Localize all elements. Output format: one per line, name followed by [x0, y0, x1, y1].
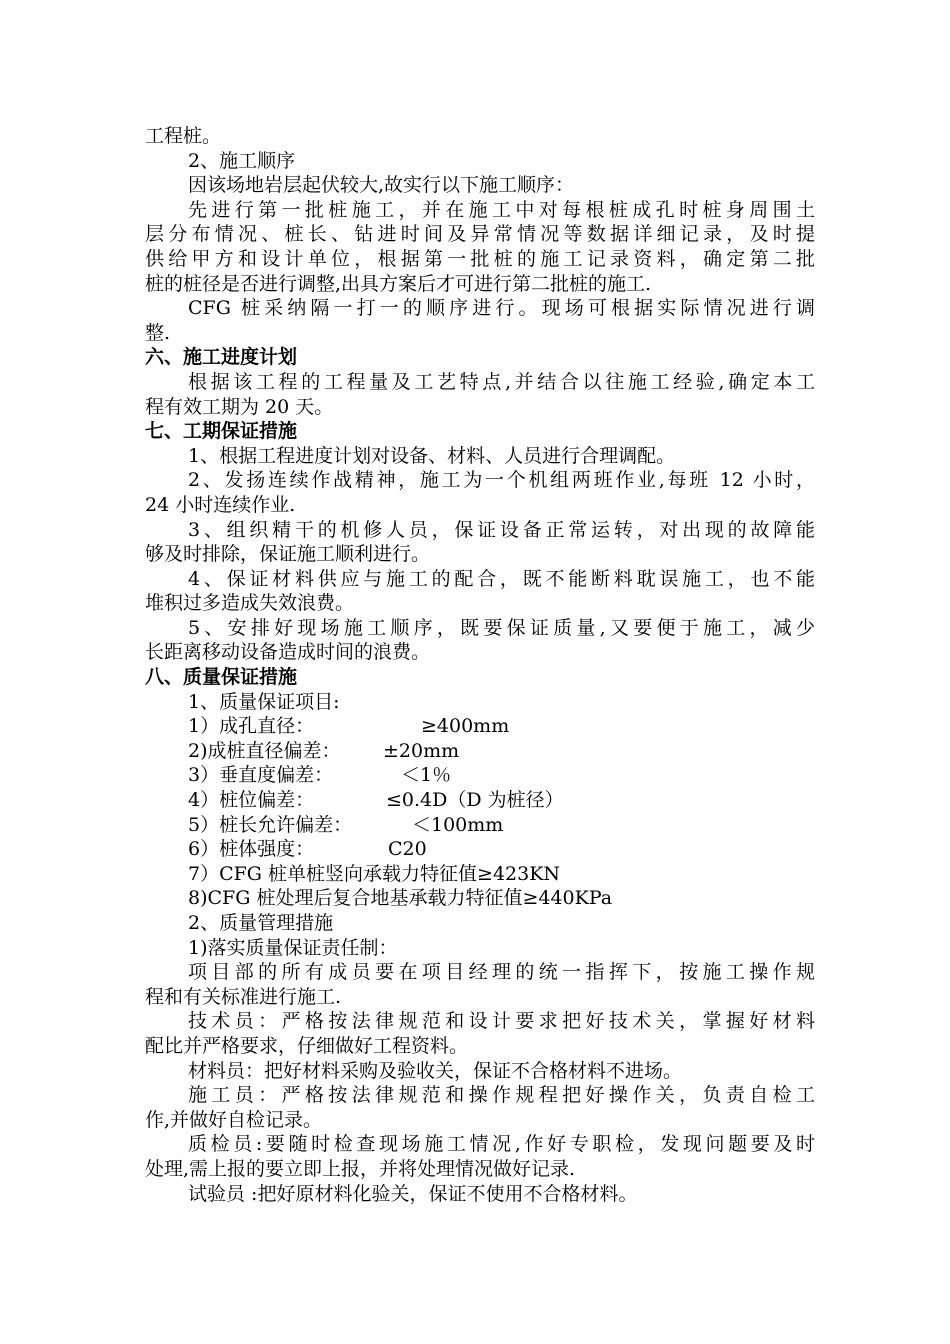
text-line: 2、质量管理措施: [188, 912, 334, 934]
quality-item: [145, 788, 815, 813]
text-line: 根据该工程的工程量及工艺特点,并结合以往施工经验,确定本工: [188, 370, 815, 393]
text-line: 堆积过多造成失效浪费。: [145, 592, 355, 615]
quality-item: [145, 813, 815, 838]
text-line: 材料员：把好材料采购及验收关，保证不合格材料不进场。: [188, 1059, 683, 1082]
quality-item-label: 1）成孔直径：: [188, 715, 315, 738]
quality-item-value: ≤0.4D（D 为桩径）: [386, 789, 564, 812]
text-line: 2、发扬连续作战精神，施工为一个机组两班作业,每班 12 小时，: [188, 469, 815, 492]
text-line: 作,并做好自检记录。: [145, 1108, 323, 1131]
quality-item-value: ＜100mm: [412, 813, 504, 836]
text-line: 配比并严格要求，仔细做好工程资料。: [145, 1034, 469, 1057]
quality-item: [145, 763, 815, 788]
text-line: 层分布情况、桩长、钻进时间及异常情况等数据详细记录，及时提: [145, 223, 815, 246]
quality-item-value: ≥400mm: [421, 715, 510, 738]
section-heading: 八、质量保证措施: [145, 666, 298, 689]
quality-item-label: 2)成桩直径偏差：: [188, 739, 341, 762]
text-line: 试验员 :把好原材料化验关，保证不使用不合格材料。: [188, 1182, 638, 1205]
quality-item: [145, 739, 815, 764]
text-line: 项目部的所有成员要在项目经理的统一指挥下，按施工操作规: [188, 961, 815, 984]
quality-item-value: ±20mm: [383, 739, 460, 762]
quality-item-label: 3）垂直度偏差：: [188, 764, 334, 787]
text-line: 因该场地岩层起伏较大,故实行以下施工顺序：: [188, 174, 575, 197]
section-heading: 七、工期保证措施: [145, 420, 298, 443]
text-line: 程有效工期为 20 天。: [145, 395, 334, 418]
quality-item-label: 5）桩长允许偏差：: [188, 813, 353, 836]
text-line: 3、组织精干的机修人员，保证设备正常运转，对出现的故障能: [188, 518, 815, 541]
text-line: 先进行第一批桩施工，并在施工中对每根桩成孔时桩身周围土: [188, 198, 815, 221]
text-line: 质检员:要随时检查现场施工情况,作好专职检，发现问题要及时: [188, 1133, 815, 1156]
text-line: CFG 桩采纳隔一打一的顺序进行。现场可根据实际情况进行调: [188, 297, 815, 320]
text-line: 1、根据工程进度计划对设备、材料、人员进行合理调配。: [188, 444, 676, 467]
section-heading: 六、施工进度计划: [145, 346, 298, 369]
text-line: 长距离移动设备造成时间的浪费。: [145, 641, 431, 664]
text-line: 5、安排好现场施工顺序，既要保证质量,又要便于施工，减少: [188, 616, 815, 639]
text-line: 1)落实质量保证责任制：: [188, 936, 398, 959]
text-line: 施工员：严格按法律规范和操作规程把好操作关，负责自检工: [188, 1084, 815, 1107]
text-line: 工程桩。: [145, 125, 222, 147]
quality-item-label: 4）桩位偏差：: [188, 789, 315, 812]
quality-item: [145, 837, 815, 862]
text-line: 24 小时连续作业.: [145, 493, 296, 516]
text-line: 2、施工顺序: [188, 149, 296, 172]
text-line: 够及时排除，保证施工顺利进行。: [145, 543, 431, 566]
text-line: 4、保证材料供应与施工的配合，既不能断料耽误施工，也不能: [188, 567, 815, 590]
quality-item-value: C20: [388, 838, 427, 861]
text-line: 8)CFG 桩处理后复合地基承载力特征值≥440KPa: [188, 887, 613, 910]
document-page: [145, 124, 815, 1206]
quality-item-value: ＜1％: [401, 764, 452, 787]
text-line: 供给甲方和设计单位，根据第一批桩的施工记录资料，确定第二批: [145, 247, 815, 270]
text-line: 技术员：严格按法律规范和设计要求把好技术关，掌握好材料: [188, 1010, 815, 1033]
quality-item: [145, 714, 815, 739]
text-line: 程和有关标准进行施工.: [145, 985, 342, 1008]
quality-item-label: 6）桩体强度：: [188, 838, 315, 861]
text-line: 1、质量保证项目:: [188, 690, 340, 713]
text-line: 处理,需上报的要立即上报，并将处理情况做好记录.: [145, 1157, 576, 1180]
text-line: 整.: [145, 321, 171, 344]
text-line: 桩的桩径是否进行调整,出具方案后才可进行第二批桩的施工.: [145, 272, 652, 295]
text-line: 7）CFG 桩单桩竖向承载力特征值≥423KN: [188, 862, 561, 885]
